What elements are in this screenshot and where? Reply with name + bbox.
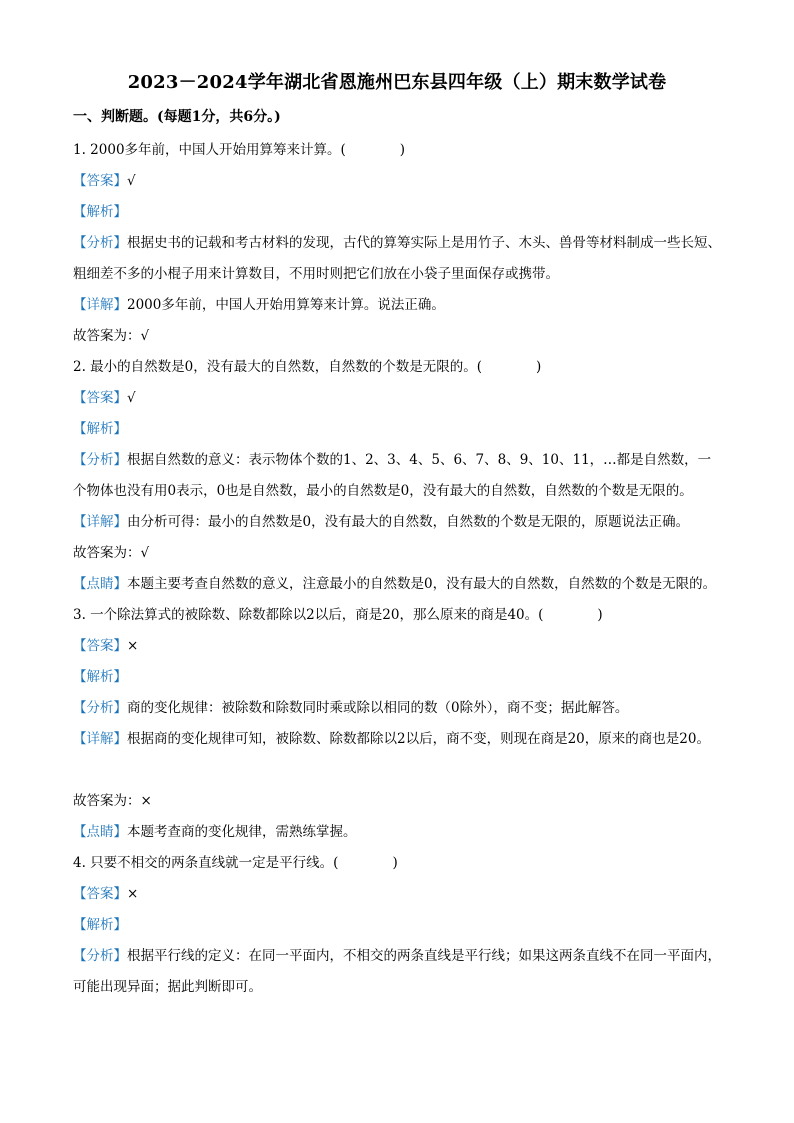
analysis-tag: 【解析】 (73, 669, 127, 685)
question-3-detail (73, 724, 723, 755)
fenxi-tag: 【分析】 (73, 235, 127, 251)
answer-value: × (127, 886, 139, 902)
question-2-stem: 2. 最小的自然数是0，没有最大的自然数，自然数的个数是无限的。( ) (73, 359, 542, 375)
question-4-stem: 4. 只要不相交的两条直线就一定是平行线。( ) (73, 855, 398, 871)
question-1-answer (73, 171, 136, 191)
section-heading: 一、判断题。(每题1分，共6分。) (73, 109, 281, 125)
question-1-stem: 1. 2000多年前，中国人开始用算筹来计算。( ) (73, 142, 406, 158)
answer-tag: 【答案】 (73, 638, 127, 654)
question-3-answer (73, 636, 138, 656)
question-1-fenxi (73, 228, 723, 290)
question-3-stem: 3. 一个除法算式的被除数、除数都除以2以后，商是20，那么原来的商是40。( ) (73, 607, 603, 623)
question-3-comment (73, 822, 357, 842)
fenxi-text: 根据史书的记载和考古材料的发现，古代的算筹实际上是用竹子、木头、兽骨等材料制成一些长短、粗细差不多的小棍子用来计算数目，不用时则把它们放在小袋子里面保存或携带。 (73, 235, 721, 282)
page-title: 2023－2024学年湖北省恩施州巴东县四年级（上）期末数学试卷 (127, 72, 667, 93)
question-4-analysis-tag (73, 915, 127, 935)
answer-value: √ (127, 173, 136, 189)
question-2-detail (73, 512, 689, 532)
question-2-analysis-tag (73, 419, 127, 439)
analysis-tag: 【解析】 (73, 421, 127, 437)
question-3-conclusion: 故答案为：× (73, 793, 152, 809)
question-2-comment (73, 574, 716, 594)
answer-value: √ (127, 390, 136, 406)
detail-text: 根据商的变化规律可知，被除数、除数都除以2以后，商不变，则现在商是20，原来的商也是20。 (127, 731, 710, 747)
question-2-answer (73, 388, 136, 408)
question-3-analysis-tag (73, 667, 127, 687)
question-4-answer (73, 884, 138, 904)
comment-text: 本题考查商的变化规律，需熟练掌握。 (127, 824, 357, 840)
fenxi-tag: 【分析】 (73, 452, 127, 468)
fenxi-text: 商的变化规律：被除数和除数同时乘或除以相同的数（0除外），商不变；据此解答。 (127, 700, 629, 716)
answer-tag: 【答案】 (73, 886, 127, 902)
question-1-conclusion: 故答案为：√ (73, 328, 150, 344)
detail-text: 2000多年前，中国人开始用算筹来计算。说法正确。 (127, 297, 445, 313)
answer-value: × (127, 638, 139, 654)
fenxi-tag: 【分析】 (73, 948, 127, 964)
question-2-fenxi (73, 445, 723, 507)
detail-tag: 【详解】 (73, 514, 127, 530)
comment-text: 本题主要考查自然数的意义，注意最小的自然数是0，没有最大的自然数，自然数的个数是无限的。 (127, 576, 717, 592)
fenxi-text: 根据自然数的意义：表示物体个数的1、2、3、4、5、6、7、8、9、10、11，…都是自然数，一个物体也没有用0表示，0也是自然数，最小的自然数是0，没有最大的自然数，自然数的个数是无限的。 (73, 452, 712, 499)
question-3-fenxi (73, 698, 628, 718)
detail-tag: 【详解】 (73, 731, 127, 747)
analysis-tag: 【解析】 (73, 917, 127, 933)
question-2-conclusion: 故答案为：√ (73, 545, 150, 561)
analysis-tag: 【解析】 (73, 204, 127, 220)
comment-tag: 【点睛】 (73, 824, 127, 840)
answer-tag: 【答案】 (73, 173, 127, 189)
fenxi-tag: 【分析】 (73, 700, 127, 716)
question-1-detail (73, 295, 445, 315)
detail-tag: 【详解】 (73, 297, 127, 313)
comment-tag: 【点睛】 (73, 576, 127, 592)
detail-text: 由分析可得：最小的自然数是0，没有最大的自然数，自然数的个数是无限的，原题说法正确。 (127, 514, 690, 530)
fenxi-text: 根据平行线的定义：在同一平面内，不相交的两条直线是平行线；如果这两条直线不在同一平面内，可能出现异面；据此判断即可。 (73, 948, 721, 995)
question-1-analysis-tag (73, 202, 127, 222)
question-4-fenxi (73, 941, 723, 1003)
answer-tag: 【答案】 (73, 390, 127, 406)
